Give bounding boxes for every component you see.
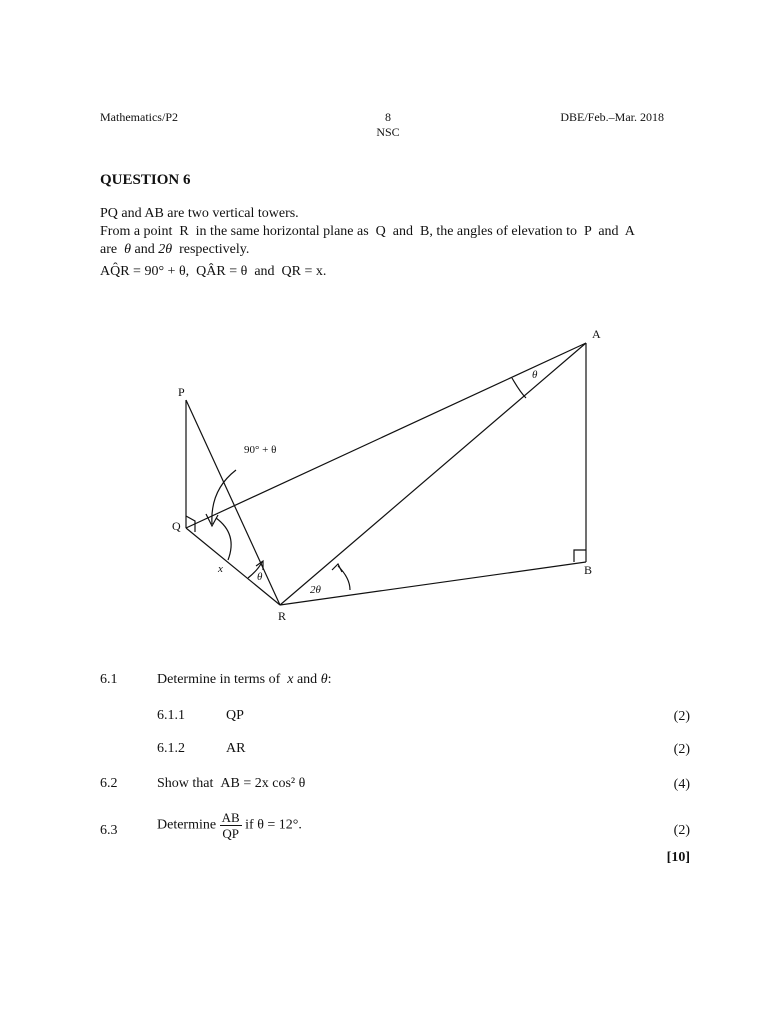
question-title: QUESTION 6 [100,172,191,188]
subq-6-2-formula: AB = 2x cos² θ [220,776,306,791]
subq-6-2-number: 6.2 [100,776,118,791]
theta-symbol: θ [124,242,131,257]
subq-6-3-marks: (2) [673,823,690,838]
label-q: Q [172,519,181,533]
subq-6-1-2-number: 6.1.2 [157,741,185,756]
right-angle-b [574,550,586,562]
subq-6-1-number: 6.1 [100,672,118,687]
subq-6-2-pre: Show that [157,776,214,791]
question-line-1: PQ and AB are two vertical towers. [100,206,299,221]
header-exam: DBE/Feb.–Mar. 2018 [560,110,664,124]
two-theta-symbol: 2θ [158,242,173,257]
label-r: R [278,609,287,623]
label-a: A [592,327,601,341]
subq-6-3-post: if θ = 12°. [245,817,302,833]
label-angle-theta-a: θ [532,369,538,381]
line3-pre: are [100,242,118,257]
label-x: x [218,563,223,575]
subq-6-1-colon: : [327,672,332,687]
subq-6-1-1-text: QP [226,708,244,723]
fraction-denominator: QP [222,826,239,841]
subq-6-1-1-number: 6.1.1 [157,708,185,723]
header-subject: Mathematics/P2 [100,110,178,124]
subq-6-3-text [157,810,302,841]
question-line-2: From a point R in the same horizontal plane as Q and B, the angles of elevation to P and A [100,224,635,239]
angle-pointer-90 [212,470,236,524]
subq-6-1-2-marks: (2) [673,742,690,757]
subq-6-1-theta: θ [320,672,328,687]
label-angle-theta-r: θ [257,571,263,583]
line-rb [280,562,586,605]
subq-6-1-text [157,672,331,688]
subq-6-1-2-text: AR [226,741,246,756]
line3-and: and [134,242,155,257]
angle-arc-a [512,378,526,398]
label-angle-90: 90° + θ [244,444,277,456]
subq-6-2-text [157,776,305,792]
line3-post: respectively. [179,242,250,257]
fraction-numerator: AB [221,810,240,825]
question-line-4: AQ̂R = 90° + θ, QÂR = θ and QR = x. [100,264,327,279]
angle-arc-r-2theta [338,566,350,590]
label-b: B [584,563,593,577]
header-nsc: NSC [376,125,400,139]
subq-6-1-pre: Determine in terms of [157,672,281,687]
line-qr [186,528,280,605]
subq-6-3-fraction [220,810,242,841]
angle-arc-r-2theta-head [332,564,342,572]
label-p: P [178,385,185,399]
subq-6-1-x: x [287,672,294,687]
line-qa [186,343,586,528]
question-total-marks: [10] [666,850,690,865]
subq-6-1-1-marks: (2) [673,709,690,724]
header-page-number: 8 [385,110,391,124]
subq-6-1-and: and [296,672,318,687]
subq-6-3-pre: Determine [157,817,217,833]
label-angle-2theta: 2θ [310,584,321,596]
subq-6-3-number: 6.3 [100,823,118,838]
subq-6-2-marks: (4) [673,777,690,792]
line-ra [280,343,586,605]
line-pr [186,400,280,605]
